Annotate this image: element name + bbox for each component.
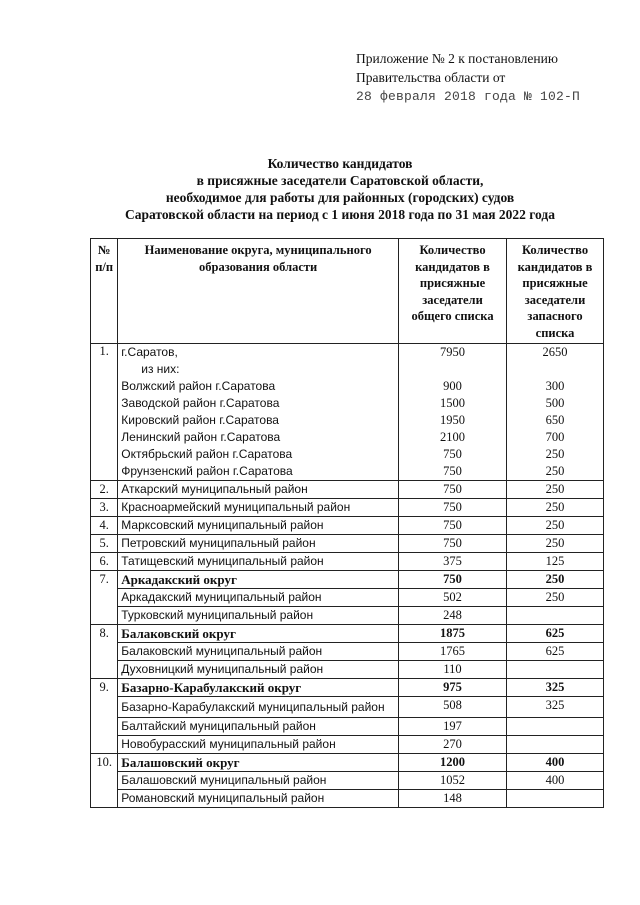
row-general: 110 [399, 661, 507, 679]
row-general: 7950 [440, 345, 466, 359]
row-num [91, 589, 118, 607]
table-row [91, 718, 604, 736]
row-general: 197 [399, 718, 507, 736]
row-reserve [507, 790, 604, 808]
saratov-general-block [399, 344, 507, 481]
row-name: Балашовский муниципальный район [118, 772, 399, 790]
district-name: Ленинский район г.Саратова [121, 430, 281, 444]
table-row-saratov [91, 344, 604, 481]
district-general: 750 [443, 464, 462, 478]
district-name: Волжский район г.Саратова [121, 379, 276, 393]
row-reserve: 325 [507, 679, 604, 697]
table-row [91, 481, 604, 499]
header-num: № п/п [91, 239, 118, 344]
row-reserve: 250 [507, 499, 604, 517]
candidates-table [90, 238, 604, 808]
row-num [91, 697, 118, 718]
saratov-block [118, 344, 399, 481]
appendix-line-2: Правительства области от [356, 70, 506, 85]
district-general: 1950 [440, 413, 466, 427]
row-num: 8. [91, 625, 118, 643]
table-row [91, 517, 604, 535]
table-header-row [91, 239, 604, 344]
row-num: 6. [91, 553, 118, 571]
row-reserve: 250 [507, 517, 604, 535]
row-subtitle: из них: [141, 362, 180, 376]
table-row-okrug [91, 625, 604, 643]
district-reserve: 250 [545, 447, 565, 461]
header-general: Количество кандидатов в присяжные заседатели общего списка [399, 239, 507, 344]
row-name: Балашовский округ [118, 754, 399, 772]
title-line-1: Количество кандидатов [267, 156, 413, 171]
table-row [91, 643, 604, 661]
appendix-line-1: Приложение № 2 к постановлению [356, 51, 558, 66]
row-num [91, 772, 118, 790]
district-reserve: 250 [545, 464, 565, 478]
row-num: 5. [91, 535, 118, 553]
row-num: 1. [91, 344, 118, 481]
header-name: Наименование округа, муниципального образования области [118, 239, 399, 344]
row-reserve: 400 [507, 772, 604, 790]
row-reserve: 2650 [542, 345, 568, 359]
row-reserve [507, 718, 604, 736]
table-row [91, 535, 604, 553]
row-general: 148 [399, 790, 507, 808]
row-name: Аркадакский округ [118, 571, 399, 589]
row-general: 750 [399, 481, 507, 499]
district-general: 900 [443, 379, 462, 393]
row-general: 270 [399, 736, 507, 754]
table-row [91, 589, 604, 607]
row-name: Балаковский округ [118, 625, 399, 643]
row-general: 1765 [399, 643, 507, 661]
district-reserve: 700 [545, 430, 565, 444]
row-general: 1052 [399, 772, 507, 790]
row-num: 7. [91, 571, 118, 589]
spacer [510, 361, 600, 378]
document-title [70, 155, 610, 223]
row-name: Татищевский муниципальный район [118, 553, 399, 571]
row-num [91, 790, 118, 808]
table-row [91, 772, 604, 790]
row-general: 750 [399, 499, 507, 517]
district-name: Заводской район г.Саратова [121, 396, 280, 410]
row-name: Балаковский муниципальный район [118, 643, 399, 661]
row-name: Аркадакский муниципальный район [118, 589, 399, 607]
table-row-okrug [91, 754, 604, 772]
row-num: 10. [91, 754, 118, 772]
row-general: 1200 [399, 754, 507, 772]
table-row [91, 661, 604, 679]
table-row [91, 607, 604, 625]
row-name: Романовский муниципальный район [118, 790, 399, 808]
row-name: Базарно-Карабулакский округ [118, 679, 399, 697]
district-general: 750 [443, 447, 462, 461]
table-row [91, 553, 604, 571]
table-row-okrug [91, 679, 604, 697]
row-general: 248 [399, 607, 507, 625]
row-num: 4. [91, 517, 118, 535]
row-general: 975 [399, 679, 507, 697]
row-name: Турковский муниципальный район [118, 607, 399, 625]
spacer [402, 361, 503, 378]
row-name: Базарно-Карабулакский муниципальный район [118, 697, 399, 718]
table-row [91, 736, 604, 754]
table-row [91, 697, 604, 718]
row-num [91, 718, 118, 736]
district-name: Октябрьский район г.Саратова [121, 447, 293, 461]
row-reserve: 250 [507, 481, 604, 499]
row-name: г.Саратов, [121, 345, 178, 359]
title-line-2: в присяжные заседатели Саратовской области, [196, 173, 484, 188]
row-num [91, 607, 118, 625]
row-reserve: 400 [507, 754, 604, 772]
row-reserve [507, 736, 604, 754]
row-general: 375 [399, 553, 507, 571]
row-general: 750 [399, 517, 507, 535]
saratov-reserve-block [507, 344, 604, 481]
row-general: 508 [399, 697, 507, 718]
district-general: 2100 [440, 430, 466, 444]
row-general: 1875 [399, 625, 507, 643]
row-reserve: 250 [507, 535, 604, 553]
row-reserve: 250 [507, 571, 604, 589]
row-num: 3. [91, 499, 118, 517]
header-reserve: Количество кандидатов в присяжные заседатели запасного списка [507, 239, 604, 344]
district-general: 1500 [440, 396, 466, 410]
table-row [91, 499, 604, 517]
row-general: 502 [399, 589, 507, 607]
row-name: Духовницкий муниципальный район [118, 661, 399, 679]
table-row [91, 790, 604, 808]
district-name: Кировский район г.Саратова [121, 413, 279, 427]
appendix-line-3: 28 февраля 2018 года № 102-П [356, 89, 581, 104]
district-reserve: 650 [545, 413, 565, 427]
row-name: Балтайский муниципальный район [118, 718, 399, 736]
district-reserve: 300 [545, 379, 565, 393]
row-num: 2. [91, 481, 118, 499]
row-reserve: 625 [507, 625, 604, 643]
row-name: Петровский муниципальный район [118, 535, 399, 553]
row-general: 750 [399, 571, 507, 589]
district-name: Фрунзенский район г.Саратова [121, 464, 293, 478]
row-name: Красноармейский муниципальный район [118, 499, 399, 517]
row-reserve: 250 [507, 589, 604, 607]
title-line-4: Саратовской области на период с 1 июня 2018 года по 31 мая 2022 года [125, 207, 555, 222]
row-reserve [507, 607, 604, 625]
appendix-note [356, 49, 580, 106]
district-reserve: 500 [545, 396, 565, 410]
row-reserve [507, 661, 604, 679]
title-line-3: необходимое для работы для районных (городских) судов [165, 190, 515, 205]
row-reserve: 625 [507, 643, 604, 661]
row-reserve: 325 [507, 697, 604, 718]
row-num [91, 736, 118, 754]
row-num [91, 643, 118, 661]
row-name: Аткарский муниципальный район [118, 481, 399, 499]
row-name: Новобурасский муниципальный район [118, 736, 399, 754]
row-num: 9. [91, 679, 118, 697]
row-num [91, 661, 118, 679]
table-row-okrug [91, 571, 604, 589]
row-name: Марксовский муниципальный район [118, 517, 399, 535]
row-reserve: 125 [507, 553, 604, 571]
row-general: 750 [399, 535, 507, 553]
